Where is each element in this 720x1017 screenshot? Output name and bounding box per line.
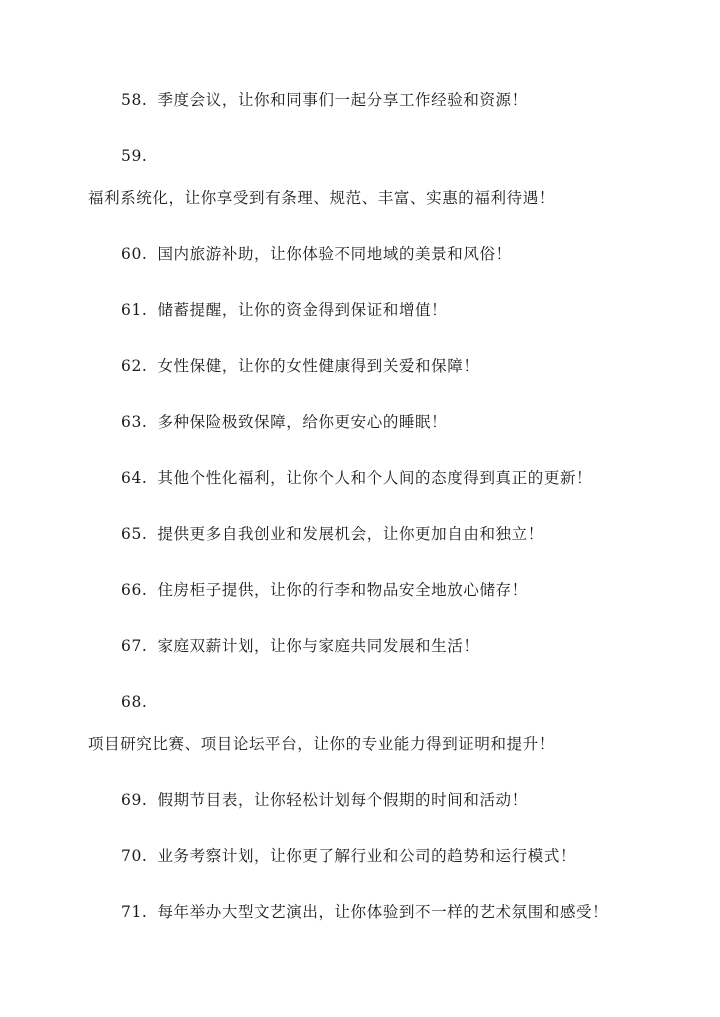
item-text: 项目研究比赛、项目论坛平台，让你的专业能力得到证明和提升！ <box>88 735 555 753</box>
item-text: 季度会议，让你和同事们一起分享工作经验和资源！ <box>157 91 528 109</box>
item-number: 64. <box>121 469 148 487</box>
item-number: 66. <box>121 581 148 599</box>
item-number: 68. <box>121 693 148 711</box>
list-item-67 <box>121 636 479 656</box>
item-number: 60. <box>121 245 148 263</box>
list-item-59-text-line <box>88 188 555 208</box>
list-item-60 <box>121 244 512 264</box>
item-text: 其他个性化福利，让你个人和个人间的态度得到真正的更新！ <box>157 469 593 487</box>
item-number: 59. <box>121 147 148 165</box>
list-item-58 <box>121 90 528 110</box>
item-number: 67. <box>121 637 148 655</box>
item-number: 71. <box>121 903 148 921</box>
item-text: 女性保健，让你的女性健康得到关爱和保障！ <box>157 357 480 375</box>
list-item-62 <box>121 356 479 376</box>
list-item-63 <box>121 412 447 432</box>
item-text: 提供更多自我创业和发展机会，让你更加自由和独立！ <box>157 525 544 543</box>
item-text: 每年举办大型文艺演出，让你体验到不一样的艺术氛围和感受！ <box>157 903 609 921</box>
list-item-65 <box>121 524 544 544</box>
item-number: 62. <box>121 357 148 375</box>
item-text: 住房柜子提供，让你的行李和物品安全地放心储存！ <box>157 581 528 599</box>
list-item-64 <box>121 468 592 488</box>
list-item-69 <box>121 790 528 810</box>
item-text: 多种保险极致保障，给你更安心的睡眠！ <box>157 413 448 431</box>
list-item-66 <box>121 580 528 600</box>
item-text: 国内旅游补助，让你体验不同地域的美景和风俗！ <box>157 245 512 263</box>
list-item-61 <box>121 300 447 320</box>
item-number: 69. <box>121 791 148 809</box>
item-number: 63. <box>121 413 148 431</box>
list-item-70 <box>121 846 576 866</box>
item-number: 70. <box>121 847 148 865</box>
list-item-68-number-line <box>121 692 147 712</box>
item-text: 业务考察计划，让你更了解行业和公司的趋势和运行模式！ <box>157 847 577 865</box>
item-text: 福利系统化，让你享受到有条理、规范、丰富、实惠的福利待遇！ <box>88 189 555 207</box>
item-text: 储蓄提醒，让你的资金得到保证和增值！ <box>157 301 448 319</box>
item-text: 家庭双薪计划，让你与家庭共同发展和生活！ <box>157 637 480 655</box>
item-text: 假期节目表，让你轻松计划每个假期的时间和活动！ <box>157 791 528 809</box>
item-number: 58. <box>121 91 148 109</box>
item-number: 65. <box>121 525 148 543</box>
list-item-59-number-line <box>121 146 147 166</box>
list-item-71 <box>121 902 608 922</box>
list-item-68-text-line <box>88 734 555 754</box>
item-number: 61. <box>121 301 148 319</box>
